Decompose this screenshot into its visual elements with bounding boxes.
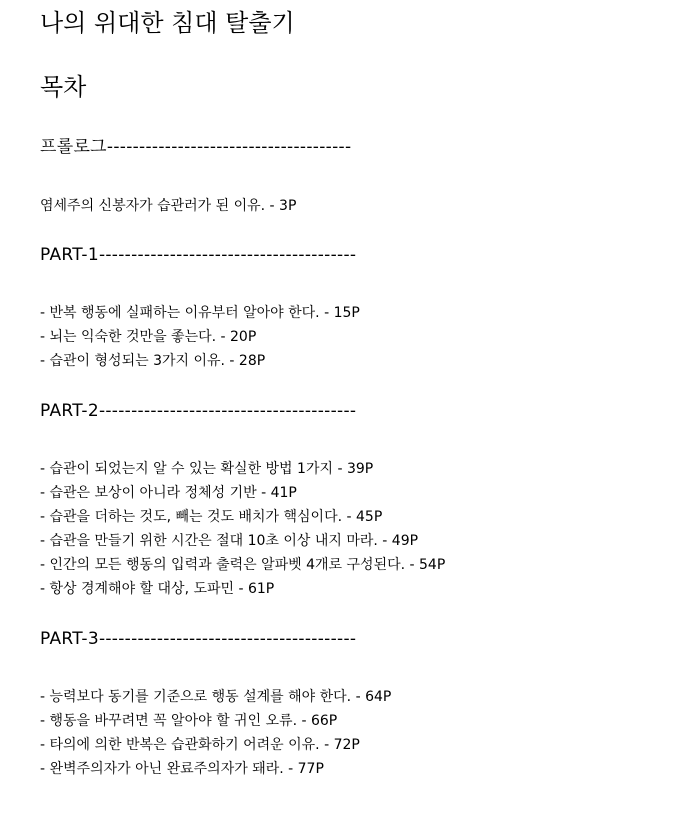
- toc-entry: - 습관을 만들기 위한 시간은 절대 10초 이상 내지 마라. - 49P: [40, 533, 419, 549]
- toc-entry: - 완벽주의자가 아닌 완료주의자가 돼라. - 77P: [40, 761, 324, 777]
- section-heading-part-2: PART-2----------------------------------------: [40, 401, 357, 421]
- toc-entry: 염세주의 신봉자가 습관러가 된 이유. - 3P: [40, 198, 297, 214]
- toc-entry: - 행동을 바꾸려면 꼭 알아야 할 귀인 오류. - 66P: [40, 713, 338, 729]
- toc-entry: - 습관은 보상이 아니라 정체성 기반 - 41P: [40, 485, 297, 501]
- toc-entry: - 항상 경계해야 할 대상, 도파민 - 61P: [40, 581, 275, 597]
- toc-entry: - 인간의 모든 행동의 입력과 출력은 알파벳 4개로 구성된다. - 54P: [40, 557, 446, 573]
- toc-entry: - 반복 행동에 실패하는 이유부터 알아야 한다. - 15P: [40, 305, 360, 321]
- toc-entry: - 습관이 형성되는 3가지 이유. - 28P: [40, 353, 266, 369]
- section-heading-prologue: 프롤로그--------------------------------------: [40, 137, 352, 157]
- toc-entry: - 타의에 의한 반복은 습관화하기 어려운 이유. - 72P: [40, 737, 360, 753]
- section-heading-part-3: PART-3----------------------------------------: [40, 629, 357, 649]
- toc-entry: - 습관을 더하는 것도, 빼는 것도 배치가 핵심이다. - 45P: [40, 509, 383, 525]
- document-title: 나의 위대한 침대 탈출기: [40, 9, 295, 37]
- toc-entry: - 능력보다 동기를 기준으로 행동 설계를 해야 한다. - 64P: [40, 689, 392, 705]
- toc-heading: 목차: [40, 73, 87, 101]
- toc-entry: - 습관이 되었는지 알 수 있는 확실한 방법 1가지 - 39P: [40, 461, 374, 477]
- toc-entry: - 뇌는 익숙한 것만을 좋는다. - 20P: [40, 329, 257, 345]
- section-heading-part-1: PART-1----------------------------------------: [40, 245, 357, 265]
